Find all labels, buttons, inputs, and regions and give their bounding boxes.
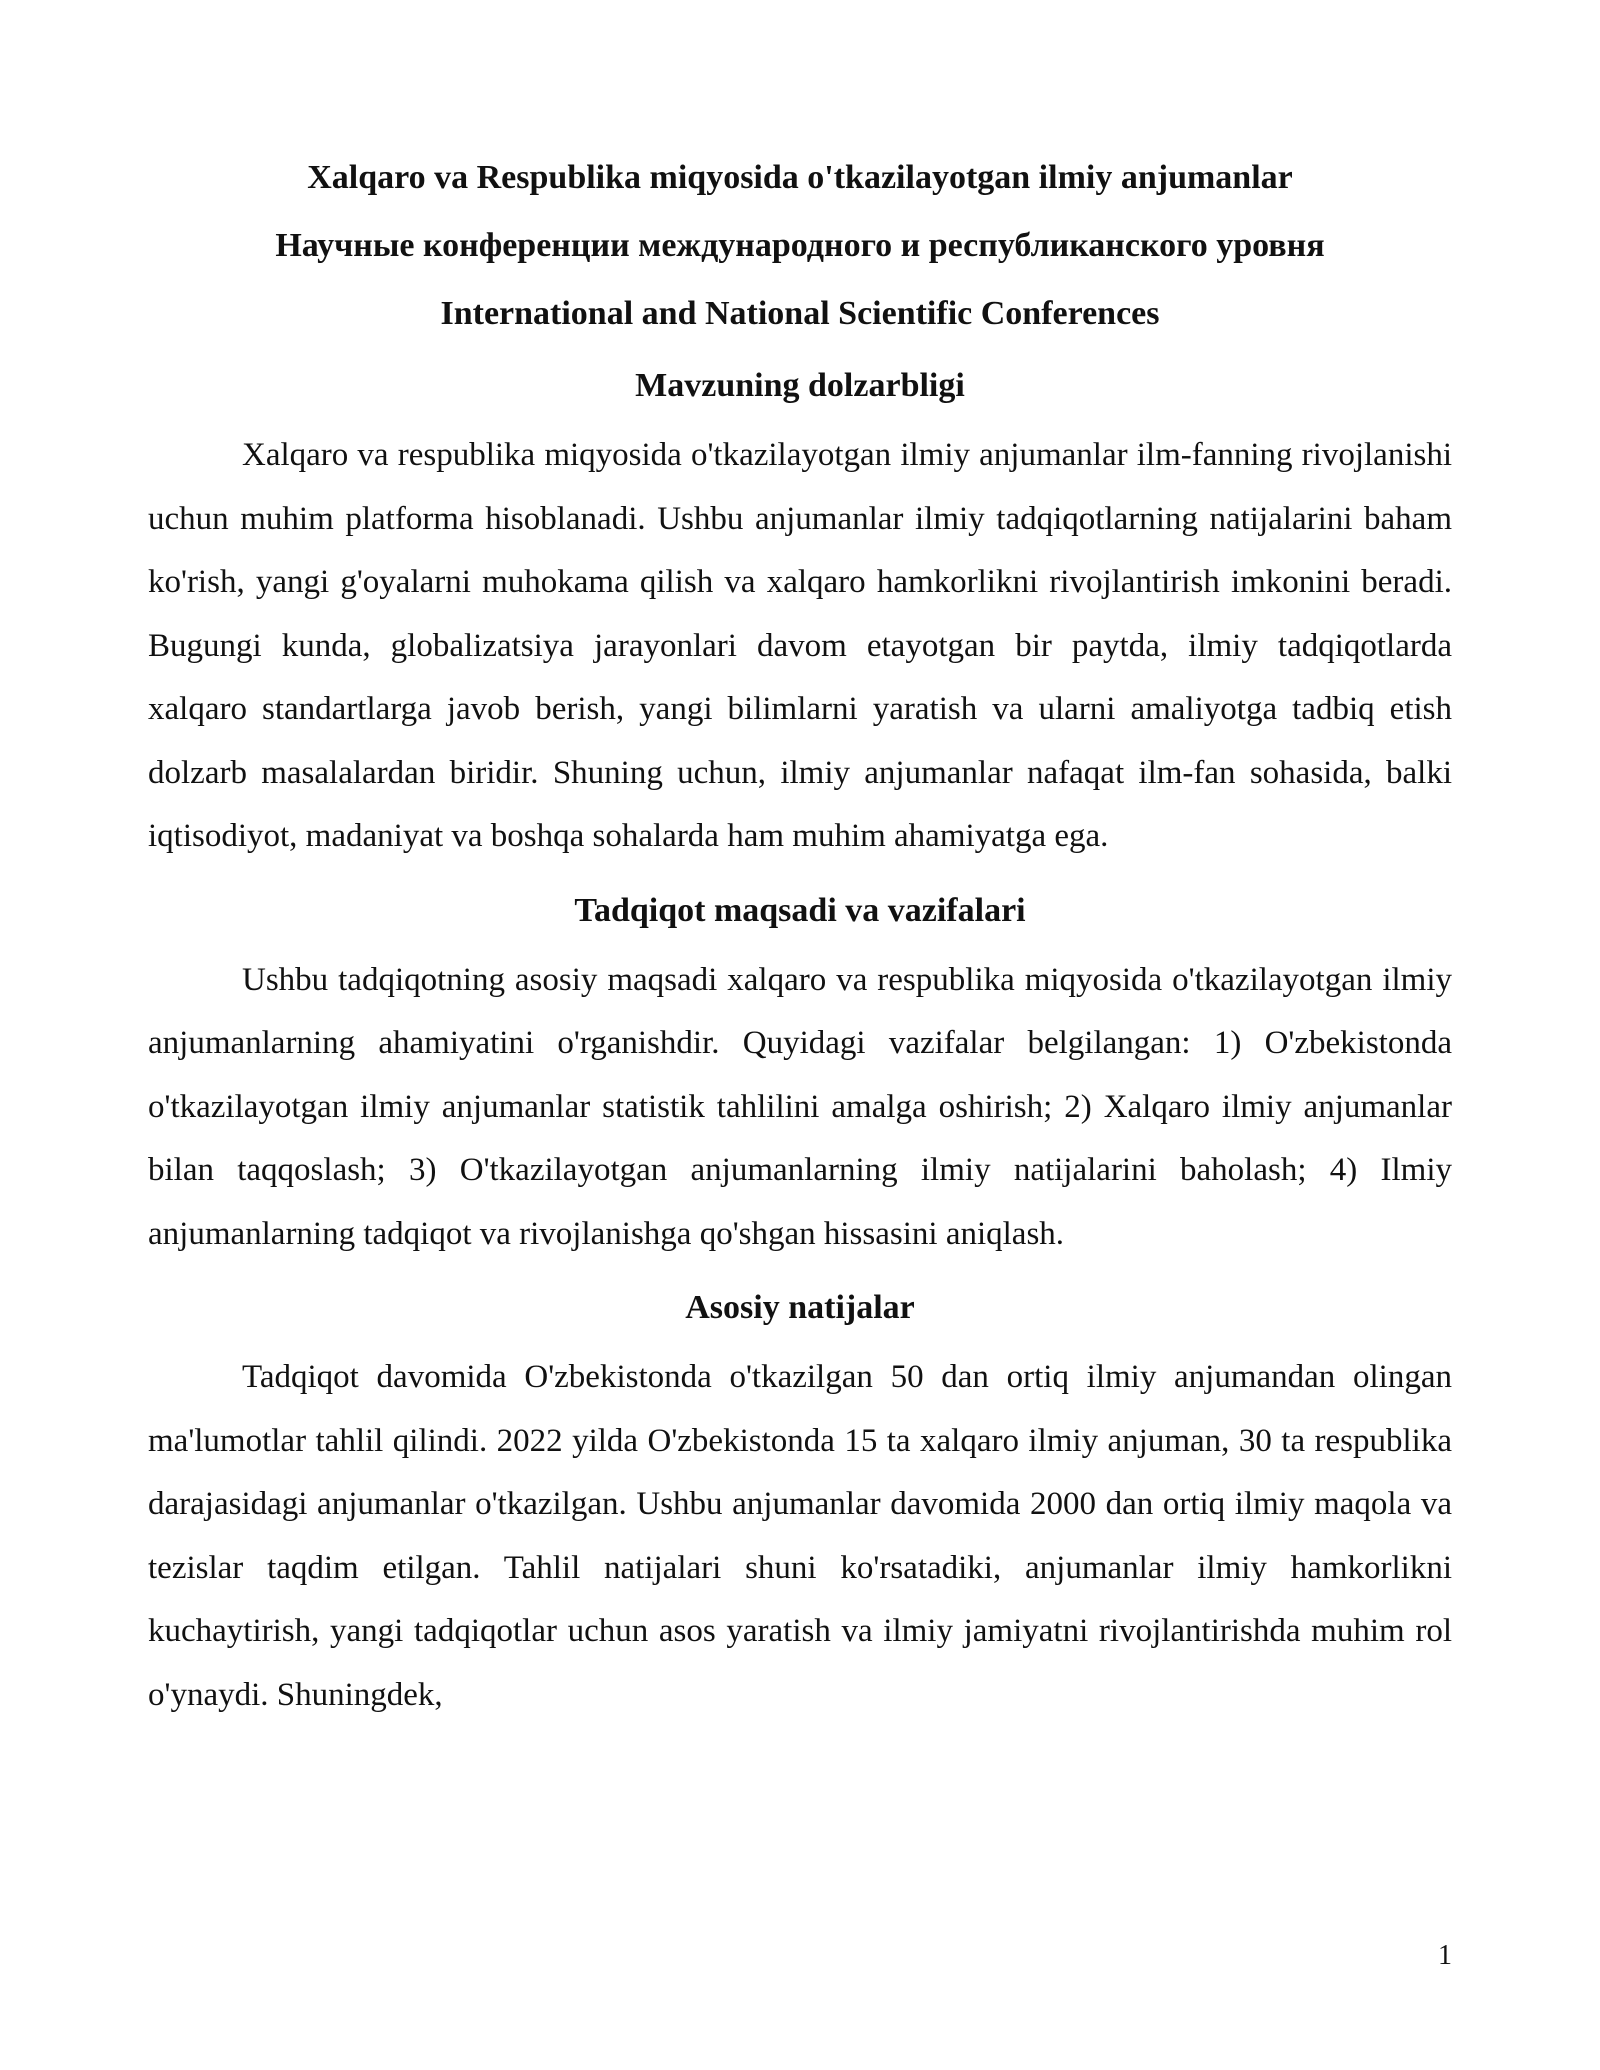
section-heading: Asosiy natijalar — [685, 1289, 915, 1326]
section-relevance — [148, 352, 1452, 869]
section-paragraph: Xalqaro va respublika miqyosida o'tkazilayotgan ilmiy anjumanlar ilm-fanning rivojlanishi uchun muhim platforma hisoblanadi. Ushbu anjumanlar ilmiy tadqiqotlarning natijalarini baham ko'rish, yangi g'oyalarni muhokama qilish va xalqaro hamkorlikni rivojlantirish imkonini beradi. Bugungi kunda, globalizatsiya jarayonlari davom etayotgan bir paytda, ilmiy tadqiqotlarda xalqaro standartlarga javob berish, yangi bilimlarni yaratish va ularni amaliyotga tadbiq etish dolzarb masalalardan biridir. Shuning uchun, ilmiy anjumanlar nafaqat ilm-fan sohasida, balki iqtisodiyot, madaniyat va boshqa sohalarda ham muhim ahamiyatga ega. — [148, 437, 1452, 854]
title-russian: Научные конференции международного и республиканского уровня — [275, 227, 1325, 264]
document-body — [148, 352, 1452, 1735]
section-results — [148, 1274, 1452, 1727]
section-goals — [148, 877, 1452, 1267]
title-english: International and National Scientific Conferences — [440, 295, 1160, 332]
title-uzbek: Xalqaro va Respublika miqyosida o'tkazilayotgan ilmiy anjumanlar — [307, 159, 1293, 196]
section-paragraph: Tadqiqot davomida O'zbekistonda o'tkazilgan 50 dan ortiq ilmiy anjumandan olingan ma'lumotlar tahlil qilindi. 2022 yilda O'zbekistonda 15 ta xalqaro ilmiy anjuman, 30 ta respublika darajasidagi anjumanlar o'tkazilgan. Ushbu anjumanlar davomida 2000 dan ortiq ilmiy maqola va tezislar taqdim etilgan. Tahlil natijalari shuni ko'rsatadiki, anjumanlar ilmiy hamkorlikni kuchaytirish, yangi tadqiqotlar uchun asos yaratish va ilmiy jamiyatni rivojlantirishda muhim rol o'ynaydi. Shuningdek, — [148, 1359, 1452, 1713]
section-heading: Tadqiqot maqsadi va vazifalari — [574, 891, 1026, 929]
page-number: 1 — [1438, 1940, 1452, 1971]
section-paragraph: Ushbu tadqiqotning asosiy maqsadi xalqaro va respublika miqyosida o'tkazilayotgan ilmiy anjumanlarning ahamiyatini o'rganishdir. Quyidagi vazifalar belgilangan: 1) O'zbekistonda o'tkazilayotgan ilmiy anjumanlar statistik tahlilini amalga oshirish; 2) Xalqaro ilmiy anjumanlar bilan taqqoslash; 3) O'tkazilayotgan anjumanlarning ilmiy natijalarini baholash; 4) Ilmiy anjumanlarning tadqiqot va rivojlanishga qo'shgan hissasini aniqlash. — [148, 961, 1452, 1252]
section-heading: Mavzuning dolzarbligi — [635, 367, 965, 404]
title-block — [148, 144, 1452, 348]
